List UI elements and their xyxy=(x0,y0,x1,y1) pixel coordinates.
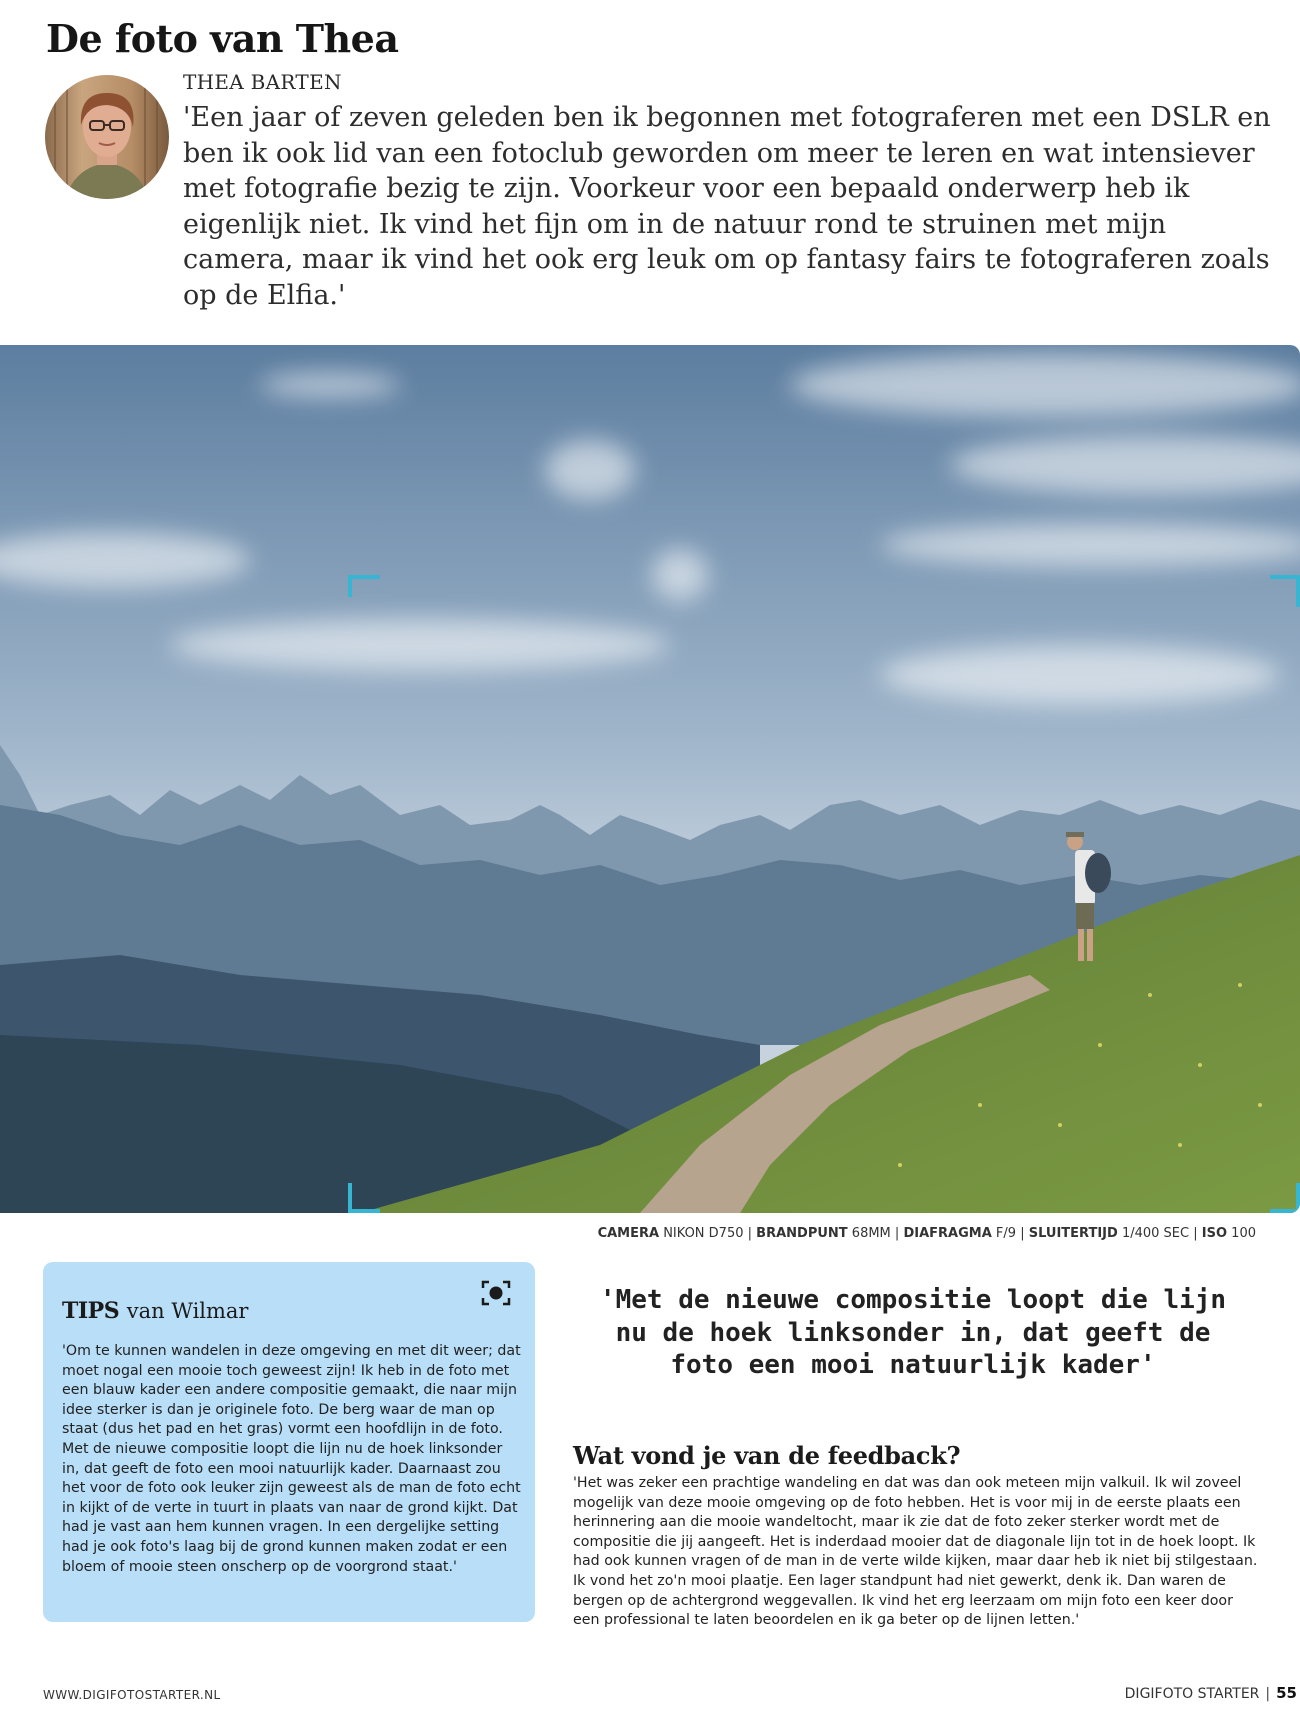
shutter-label: SLUITERTIJD xyxy=(1028,1226,1118,1241)
page-number: 55 xyxy=(1276,1684,1297,1702)
pull-quote: 'Met de nieuwe compositie loopt die lijn nu de hoek linksonder in, dat geeft de foto een mooi natuurlijk kader' xyxy=(599,1285,1227,1380)
tips-heading-light: van Wilmar xyxy=(126,1299,249,1323)
author-portrait xyxy=(45,75,169,199)
shutter-value: 1/400 SEC xyxy=(1121,1226,1190,1241)
iso-label: ISO xyxy=(1201,1226,1228,1241)
feedback-body: 'Het was zeker een prachtige wandeling en dat was dan ook meteen mijn valkuil. Ik wil zoveel mogelijk van deze mooie omgeving op de foto hebben. Het is voor mij in de eerste plaats een herinnering aan die mooie wandeltocht, maar ik zie dat de foto zeker sterker wordt met de compositie die jij aangeeft. Het is inderdaad mooier dat de diagonale lijn tot in de hoek loopt. Ik had ook kunnen vragen of de man in de verte wilde kijken, maar daar heb ik niet bij stilgestaan. Ik vond het zo'n mooi plaatje. Een lager standpunt had niet gewerkt, denk ik. Dan waren de bergen op de achtergrond weggevallen. Ik vind het erg leerzaam om mijn foto een keer door een professional te laten beoordelen en ik ga beter op de lijnen letten.' xyxy=(573,1475,1258,1629)
intro-text: 'Een jaar of zeven geleden ben ik begonnen met fotograferen met een DSLR en ben ik ook lid van een fotoclub geworden om meer te leren en wat intensiever met fotografie bezig te zijn. Voorkeur voor een bepaald onderwerp heb ik eigenlijk niet. Ik vind het fijn om in de natuur rond te struinen met mijn camera, maar ik vind het ook erg leuk om op fantasy fairs te fotograferen zoals op de Elfia.' xyxy=(183,102,1271,311)
separator: | xyxy=(1193,1226,1198,1241)
iso-value: 100 xyxy=(1231,1226,1256,1241)
page-title: De foto van Thea xyxy=(46,16,399,61)
separator: | xyxy=(747,1226,753,1241)
author-name: THEA BARTEN xyxy=(183,70,342,94)
aperture-label: DIAFRAGMA xyxy=(903,1226,992,1241)
aperture-value: F/9 xyxy=(995,1226,1017,1241)
tips-heading-strong: TIPS xyxy=(62,1298,120,1324)
feedback-heading: Wat vond je van de feedback? xyxy=(573,1441,961,1470)
camera-focus-icon xyxy=(480,1279,512,1311)
tips-box xyxy=(43,1262,535,1622)
focal-label: BRANDPUNT xyxy=(756,1226,848,1241)
footer-magazine xyxy=(1125,1684,1297,1702)
footer-url: WWW.DIGIFOTOSTARTER.NL xyxy=(43,1688,221,1702)
separator: | xyxy=(1020,1226,1025,1241)
exif-caption xyxy=(598,1226,1256,1241)
separator: | xyxy=(894,1226,900,1241)
camera-value: NIKON D750 xyxy=(663,1226,744,1241)
main-photo xyxy=(0,345,1300,1213)
focal-value: 68MM xyxy=(851,1226,891,1241)
tips-body: 'Om te kunnen wandelen in deze omgeving en met dit weer; dat moet nogal een mooie toch geweest zijn! Ik heb in de foto met een blauw kader een andere compositie gemaakt, die naar mijn idee sterker is dan je originele foto. De berg waar de man op staat (dus het pad en het gras) vormt een hoofdlijn in de foto. Met de nieuwe compositie loopt die lijn nu de hoek linksonder in, dat geeft de foto een mooi natuurlijk kader. Daarnaast zou het voor de foto ook leuker zijn geweest als de man de foto echt in kijkt of de verte in tuurt in plaats van naar de grond kijkt. Dat had je vast aan hem kunnen vragen. In een dergelijke setting had je ook foto's laag bij de grond kunnen maken zodat er een bloem of mooie steen onscherp op de voorgrond staat.' xyxy=(62,1343,521,1575)
magazine-name: DIGIFOTO STARTER xyxy=(1124,1686,1260,1702)
tips-heading xyxy=(62,1298,248,1324)
camera-label: CAMERA xyxy=(597,1226,660,1241)
footer-separator: | xyxy=(1265,1686,1271,1702)
